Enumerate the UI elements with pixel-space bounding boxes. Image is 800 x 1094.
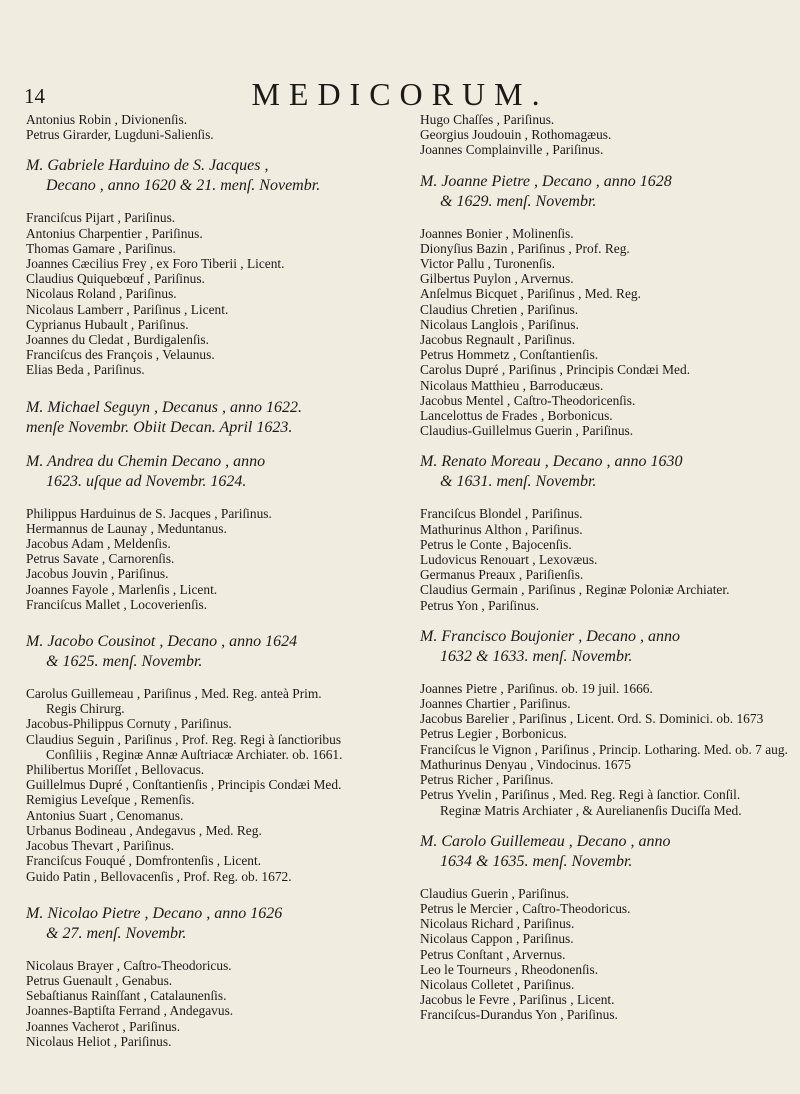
decanus-heading: M. Carolo Guillemeau , Decano , anno <box>420 832 671 850</box>
name-entry: Mathurinus Althon , Pariſinus. <box>420 521 583 537</box>
name-entry: Nicolaus Roland , Pariſinus. <box>26 286 177 302</box>
spacer <box>26 884 406 904</box>
decanus-heading: & 1629. menſ. Novembr. <box>440 192 597 210</box>
name-entry: Nicolaus Cappon , Pariſinus. <box>420 931 574 947</box>
name-entry: Dionyſius Bazin , Pariſinus , Prof. Reg. <box>420 240 630 256</box>
name-entry: Franciſcus le Vignon , Pariſinus , Princip. Lotharing. Med. ob. 7 aug. <box>420 741 788 757</box>
name-entry: Nicolaus Richard , Pariſinus. <box>420 916 575 932</box>
name-entry: Nicolaus Langlois , Pariſinus. <box>420 316 579 332</box>
name-entry: Joannes Vacherot , Pariſinus. <box>26 1018 181 1034</box>
name-entry: Gilbertus Puylon , Arvernus. <box>420 271 574 287</box>
name-entry: Joannes Chartier , Pariſinus. <box>420 696 571 712</box>
spacer <box>420 613 798 627</box>
page-number: 14 <box>24 84 45 108</box>
spacer <box>420 212 798 226</box>
name-entry: Carolus Guillemeau , Pariſinus , Med. Reg. anteà Prim. <box>26 686 322 702</box>
name-entry: Jacobus le Fevre , Pariſinus , Licent. <box>420 992 615 1008</box>
spacer <box>26 196 406 210</box>
name-entry: Jacobus Jouvin , Pariſinus. <box>26 566 169 582</box>
name-entry: Claudius Seguin , Pariſinus , Prof. Reg. Regi à ſanctioribus <box>26 731 342 747</box>
name-entry: Jacobus Mentel , Caſtro-Theodoricenſis. <box>420 392 636 408</box>
decanus-heading: & 27. menſ. Novembr. <box>46 924 187 942</box>
left-column <box>26 112 406 1049</box>
name-entry: Carolus Dupré , Pariſinus , Principis Condæi Med. <box>420 362 691 378</box>
name-entry: Georgius Joudouin , Rothomagæus. <box>420 127 612 143</box>
name-entry: Joannes Bonier , Molinenſis. <box>420 225 574 241</box>
spacer <box>26 612 406 632</box>
name-entry: Hugo Chaſſes , Pariſinus. <box>420 112 555 127</box>
name-entry: Mathurinus Denyau , Vindocinus. 1675 <box>420 756 631 772</box>
name-entry: Petrus Conſtant , Arvernus. <box>420 946 566 962</box>
decanus-heading: M. Francisco Boujonier , Decano , anno <box>420 627 680 645</box>
name-entry: Petrus Hommetz , Conſtantienſis. <box>420 347 599 363</box>
name-entry: Joannes du Cledat , Burdigalenſis. <box>26 332 209 348</box>
name-entry: Conſiliis , Reginæ Annæ Auſtriacæ Archiater. ob. 1661. <box>46 746 343 762</box>
name-entry: Petrus le Mercier , Caſtro-Theodoricus. <box>420 900 631 916</box>
name-entry: Franciſcus Blondel , Pariſinus. <box>420 506 583 522</box>
running-title: MEDICORUM. <box>251 76 549 112</box>
name-entry: Nicolaus Colletet , Pariſinus. <box>420 976 575 992</box>
decanus-heading: 1623. uſque ad Novembr. 1624. <box>46 472 247 490</box>
name-entry: Claudius-Guillelmus Guerin , Pariſinus. <box>420 423 634 439</box>
name-entry: Leo le Tourneurs , Rheodonenſis. <box>420 961 599 977</box>
decanus-heading: & 1625. menſ. Novembr. <box>46 653 203 671</box>
decanus-heading: Decano , anno 1620 & 21. menſ. Novembr. <box>46 177 321 195</box>
name-entry: Thomas Gamare , Pariſinus. <box>26 240 176 256</box>
name-entry: Remigius Leveſque , Remenſis. <box>26 792 195 808</box>
decanus-heading: M. Jacobo Cousinot , Decano , anno 1624 <box>26 633 298 651</box>
decanus-heading: M. Nicolao Pietre , Decano , anno 1626 <box>26 904 283 922</box>
name-entry: Claudius Quiquebœuf , Pariſinus. <box>26 271 205 287</box>
name-entry: Philibertus Moriſſet , Bellovacus. <box>26 762 205 778</box>
spacer <box>26 142 406 156</box>
name-entry: Jacobus-Philippus Cornuty , Pariſinus. <box>26 716 232 732</box>
spacer <box>420 667 798 681</box>
decanus-heading: M. Michael Seguyn , Decanus , anno 1622. <box>26 398 302 416</box>
name-entry: Guido Patin , Bellovacenſis , Prof. Reg. ob. 1672. <box>26 868 292 884</box>
name-entry: Elias Beda , Pariſinus. <box>26 362 145 378</box>
name-entry: Claudius Chretien , Pariſinus. <box>420 301 579 317</box>
decanus-heading: M. Andrea du Chemin Decano , anno <box>26 452 266 470</box>
name-entry: Nicolaus Brayer , Caſtro-Theodoricus. <box>26 957 232 973</box>
name-entry: Joannes Complainville , Pariſinus. <box>420 142 604 158</box>
name-entry: Franciſcus Fouqué , Domfrontenſis , Licent. <box>26 853 262 869</box>
name-entry: Nicolaus Matthieu , Barroducæus. <box>420 377 604 393</box>
spacer <box>420 438 798 452</box>
name-entry: Antonius Charpentier , Pariſinus. <box>26 225 203 241</box>
name-entry: Cyprianus Hubault , Pariſinus. <box>26 316 189 332</box>
name-entry: Jacobus Barelier , Pariſinus , Licent. Ord. S. Dominici. ob. 1673 <box>420 711 764 727</box>
name-entry: Reginæ Matris Archiater , & Aurelianenſis Duciſſa Med. <box>440 802 742 818</box>
decanus-heading: M. Joanne Pietre , Decano , anno 1628 <box>420 172 672 190</box>
name-entry: Hermannus de Launay , Meduntanus. <box>26 520 227 536</box>
name-entry: Nicolaus Heliot , Pariſinus. <box>26 1033 172 1049</box>
name-entry: Petrus Richer , Pariſinus. <box>420 772 554 788</box>
spacer <box>420 872 798 886</box>
name-entry: Petrus Girarder, Lugduni-Salienſis. <box>26 127 214 143</box>
spacer <box>420 492 798 506</box>
decanus-heading: 1634 & 1635. menſ. Novembr. <box>440 852 633 870</box>
name-entry: Petrus Savate , Carnorenſis. <box>26 551 175 567</box>
spacer <box>420 818 798 832</box>
spacer <box>26 672 406 686</box>
name-entry: Claudius Guerin , Pariſinus. <box>420 885 570 901</box>
name-entry: Franciſcus des François , Velaunus. <box>26 347 215 363</box>
name-entry: Nicolaus Lamberr , Pariſinus , Licent. <box>26 301 229 317</box>
name-entry: Philippus Harduinus de S. Jacques , Pariſinus. <box>26 505 272 521</box>
name-entry: Jacobus Adam , Meldenſis. <box>26 536 171 552</box>
name-entry: Petrus Legier , Borbonicus. <box>420 726 567 742</box>
name-entry: Ludovicus Renouart , Lexovæus. <box>420 552 598 568</box>
name-entry: Antonius Suart , Cenomanus. <box>26 807 184 823</box>
right-column <box>420 112 798 1023</box>
name-entry: Jacobus Regnault , Pariſinus. <box>420 332 576 348</box>
name-entry: Joannes Cæcilius Frey , ex Foro Tiberii , Licent. <box>26 256 285 272</box>
name-entry: Petrus Guenault , Genabus. <box>26 972 173 988</box>
name-entry: Urbanus Bodineau , Andegavus , Med. Reg. <box>26 822 262 838</box>
name-entry: Guillelmus Dupré , Conſtantienſis , Principis Condæi Med. <box>26 777 342 793</box>
name-entry: Antonius Robin , Divionenſis. <box>26 112 188 127</box>
name-entry: Petrus le Conte , Bajocenſis. <box>420 536 572 552</box>
spacer <box>420 158 798 172</box>
decanus-heading: 1632 & 1633. menſ. Novembr. <box>440 647 633 665</box>
name-entry: Petrus Yvelin , Pariſinus , Med. Reg. Regi à ſanctior. Conſil. <box>420 787 741 803</box>
spacer <box>26 378 406 398</box>
decanus-heading: & 1631. menſ. Novembr. <box>440 473 597 491</box>
name-entry: Joannes Pietre , Pariſinus. ob. 19 juil. 1666. <box>420 680 653 696</box>
name-entry: Lancelottus de Frades , Borbonicus. <box>420 408 613 424</box>
spacer <box>26 944 406 958</box>
name-entry: Sebaſtianus Rainſſant , Catalaunenſis. <box>26 988 227 1004</box>
decanus-heading: M. Gabriele Harduino de S. Jacques , <box>26 157 269 175</box>
name-entry: Anſelmus Bicquet , Pariſinus , Med. Reg. <box>420 286 641 302</box>
name-entry: Joannes Fayole , Marlenſis , Licent. <box>26 581 218 597</box>
name-entry: Regis Chirurg. <box>46 701 125 717</box>
decanus-heading: M. Renato Moreau , Decano , anno 1630 <box>420 453 683 471</box>
name-entry: Germanus Preaux , Pariſienſis. <box>420 567 584 583</box>
name-entry: Jacobus Thevart , Pariſinus. <box>26 838 175 854</box>
name-entry: Claudius Germain , Pariſinus , Reginæ Poloniæ Archiater. <box>420 582 730 598</box>
name-entry: Petrus Yon , Pariſinus. <box>420 597 540 613</box>
spacer <box>26 438 406 452</box>
decanus-heading: menſe Novembr. Obiit Decan. April 1623. <box>26 418 293 436</box>
name-entry: Franciſcus-Durandus Yon , Pariſinus. <box>420 1007 618 1023</box>
name-entry: Victor Pallu , Turonenſis. <box>420 256 555 272</box>
name-entry: Franciſcus Pijart , Pariſinus. <box>26 210 176 226</box>
name-entry: Joannes-Baptiſta Ferrand , Andegavus. <box>26 1003 234 1019</box>
spacer <box>26 492 406 506</box>
name-entry: Franciſcus Mallet , Locoverienſis. <box>26 596 208 612</box>
